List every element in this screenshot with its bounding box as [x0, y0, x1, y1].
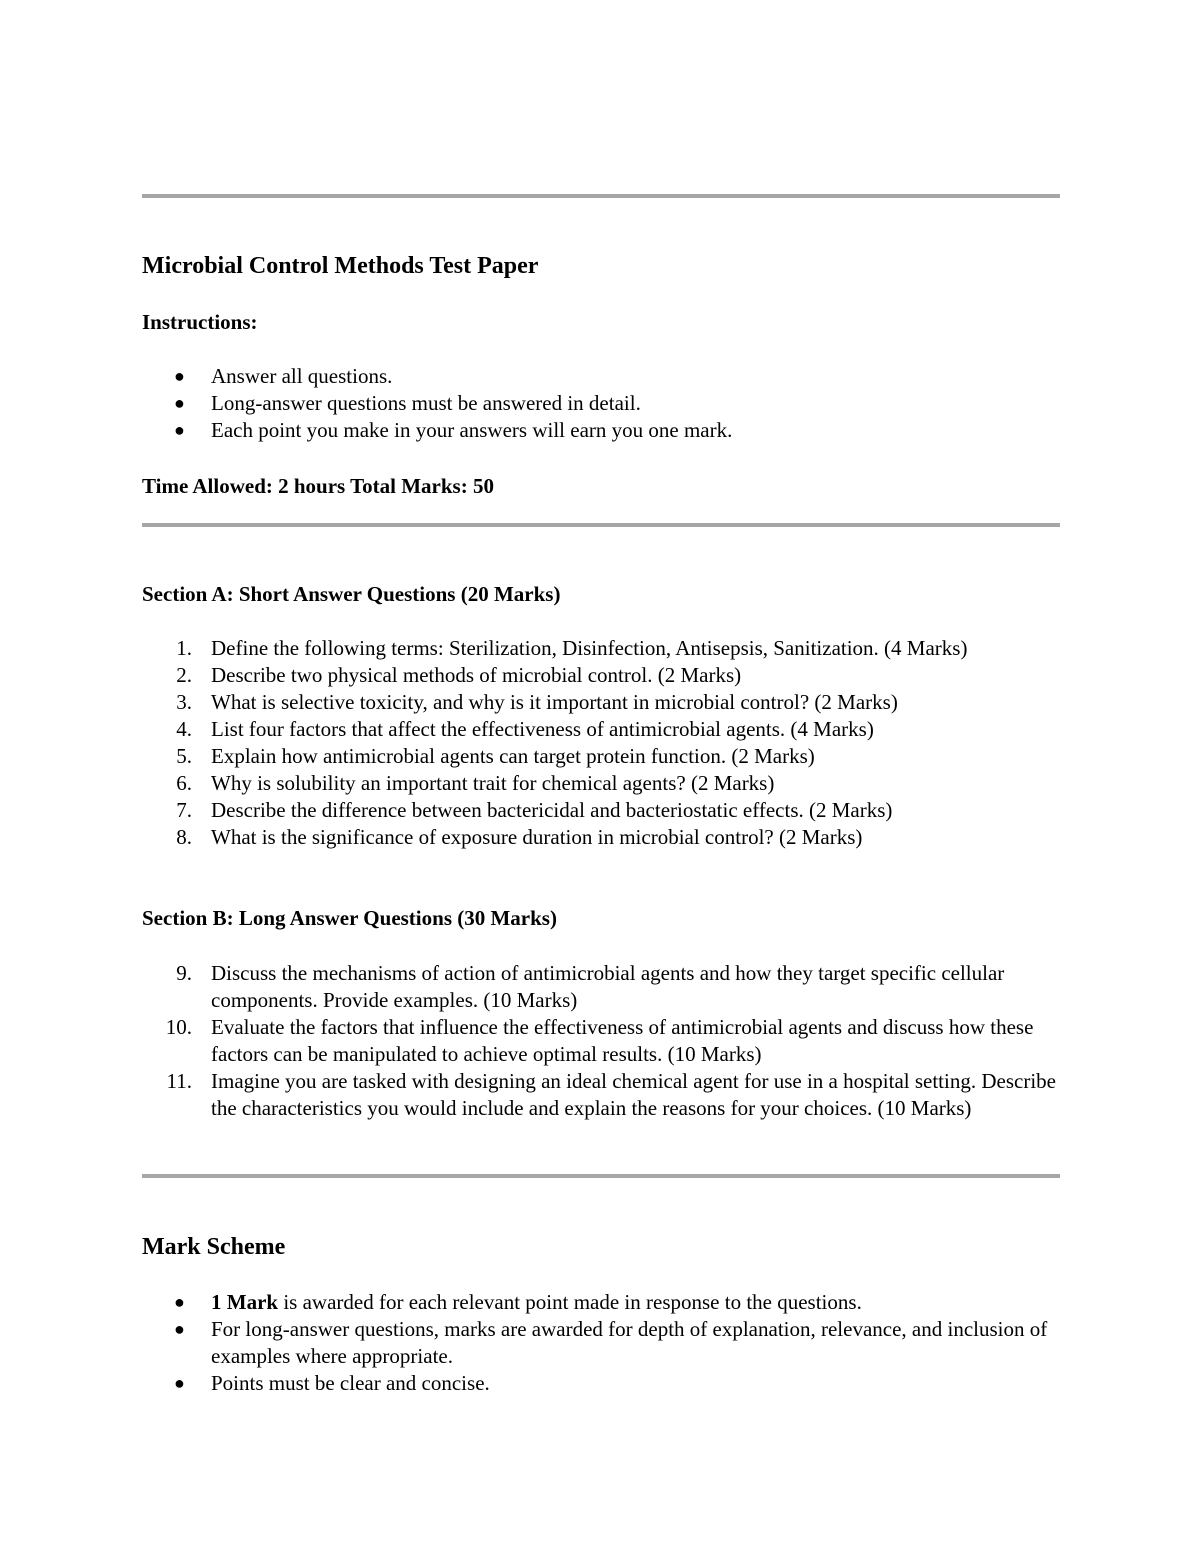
section-b-questions	[142, 960, 1060, 1122]
bullet-icon: ●	[174, 1292, 185, 1312]
list-item: ● For long-answer questions, marks are awarded for depth of explanation, relevance, and inclusion of examples where appropriate.	[174, 1317, 1048, 1368]
bullet-icon: ●	[174, 366, 185, 386]
section-a-heading: Section A: Short Answer Questions (20 Marks)	[142, 582, 561, 606]
section-b-heading: Section B: Long Answer Questions (30 Marks)	[142, 906, 557, 930]
section-a-questions	[142, 635, 1060, 851]
instructions-label: Instructions:	[142, 310, 258, 334]
time-and-marks: Time Allowed: 2 hours Total Marks: 50	[142, 474, 494, 498]
question-item: 8. What is the significance of exposure duration in microbial control? (2 Marks)	[176, 825, 863, 849]
list-item: ● Points must be clear and concise.	[174, 1371, 490, 1395]
instructions-list	[142, 363, 1060, 444]
mark-scheme-heading: Mark Scheme	[142, 1234, 286, 1260]
horizontal-rule	[142, 194, 1060, 198]
question-item: 6. Why is solubility an important trait for chemical agents? (2 Marks)	[176, 771, 775, 795]
question-item: 2. Describe two physical methods of microbial control. (2 Marks)	[176, 663, 742, 687]
list-item: ● Long-answer questions must be answered in detail.	[174, 391, 641, 415]
list-item: ● Answer all questions.	[174, 364, 393, 388]
bullet-icon: ●	[174, 1319, 185, 1339]
list-item: ● Each point you make in your answers will earn you one mark.	[174, 418, 733, 442]
question-item: 5. Explain how antimicrobial agents can target protein function. (2 Marks)	[176, 744, 815, 768]
question-item: 9. Discuss the mechanisms of action of antimicrobial agents and how they target specific cellular components. Provide examples. (10 Marks)	[176, 961, 1005, 1012]
mark-scheme-list	[142, 1289, 1060, 1397]
horizontal-rule	[142, 1174, 1060, 1178]
question-item: 1. Define the following terms: Sterilization, Disinfection, Antisepsis, Sanitization. (4 Marks)	[176, 636, 968, 660]
bullet-icon: ●	[174, 393, 185, 413]
bullet-icon: ●	[174, 420, 185, 440]
bullet-icon: ●	[174, 1373, 185, 1393]
paper-title: Microbial Control Methods Test Paper	[142, 253, 539, 279]
question-item: 11. Imagine you are tasked with designing an ideal chemical agent for use in a hospital setting. Describe the characteristics you would include and explain the reasons for your choices. (10 Marks)	[166, 1069, 1056, 1120]
question-item: 3. What is selective toxicity, and why is it important in microbial control? (2 Marks)	[176, 690, 898, 714]
list-item: ● 1 Mark is awarded for each relevant point made in response to the questions.	[174, 1290, 862, 1314]
question-item: 7. Describe the difference between bactericidal and bacteriostatic effects. (2 Marks)	[176, 798, 893, 822]
horizontal-rule	[142, 523, 1060, 527]
question-item: 10. Evaluate the factors that influence the effectiveness of antimicrobial agents and discuss how these factors can be manipulated to achieve optimal results. (10 Marks)	[165, 1015, 1034, 1066]
question-item: 4. List four factors that affect the effectiveness of antimicrobial agents. (4 Marks)	[176, 717, 874, 741]
